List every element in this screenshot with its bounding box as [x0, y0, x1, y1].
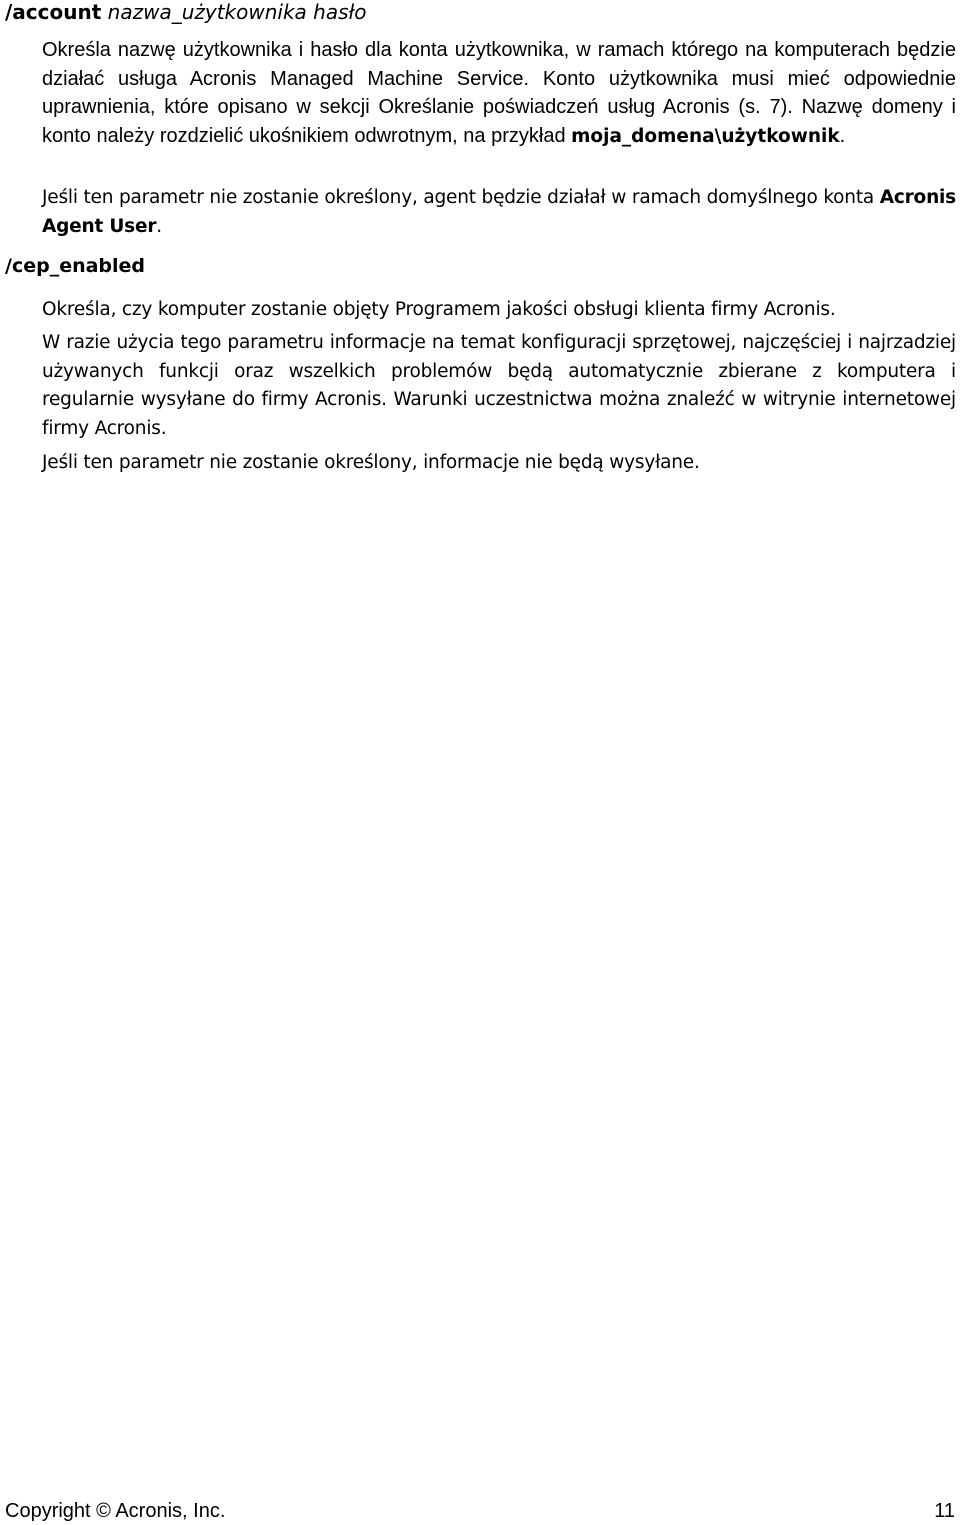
account-description-end: . [839, 124, 846, 147]
default-account-name: Acronis Agent User [42, 187, 956, 237]
cep-parameter-name: /cep_enabled [5, 255, 146, 277]
page-footer [5, 1498, 955, 1524]
cep-parameter-heading [5, 254, 145, 278]
footer-copyright: Copyright © Acronis, Inc. [5, 1500, 226, 1522]
account-description [42, 36, 956, 151]
account-default-end: . [156, 215, 162, 237]
account-description-text: Określa nazwę użytkownika i hasło dla konta użytkownika, w ramach którego na komputerach będzie działać usługa Acronis Managed Machine Service. Konto użytkownika musi mieć odpowiednie uprawnienia, które opisano w sekcji Określanie poświadczeń usług Acronis (s. 7). Nazwę domeny i konto należy rozdzielić ukośnikiem odwrotnym, na przykład [42, 39, 956, 147]
account-parameter-name: /account [5, 0, 102, 24]
account-parameter-args: nazwa_użytkownika hasło [101, 0, 367, 24]
account-default-text: Jeśli ten parametr nie zostanie określony, agent będzie działał w ramach domyślnego konta [42, 187, 880, 208]
account-parameter-heading [5, 0, 366, 24]
cep-details: W razie użycia tego parametru informacje na temat konfiguracji sprzętowej, najczęściej i najrzadziej używanych funkcji oraz wszelkich problemów będą automatycznie zbierane z komputera i regularnie wysyłane do firmy Acronis. Warunki uczestnictwa można znaleźć w witrynie internetowej firmy Acronis. [42, 332, 956, 439]
cep-default-note: Jeśli ten parametr nie zostanie określony, informacje nie będą wysyłane. [42, 452, 700, 473]
account-domain-example: moja_domena\użytkownik [571, 125, 840, 147]
cep-description: Określa, czy komputer zostanie objęty Programem jakości obsługi klienta firmy Acronis. [42, 299, 836, 320]
footer-page-number: 11 [934, 1500, 955, 1522]
account-default-note [42, 184, 956, 241]
